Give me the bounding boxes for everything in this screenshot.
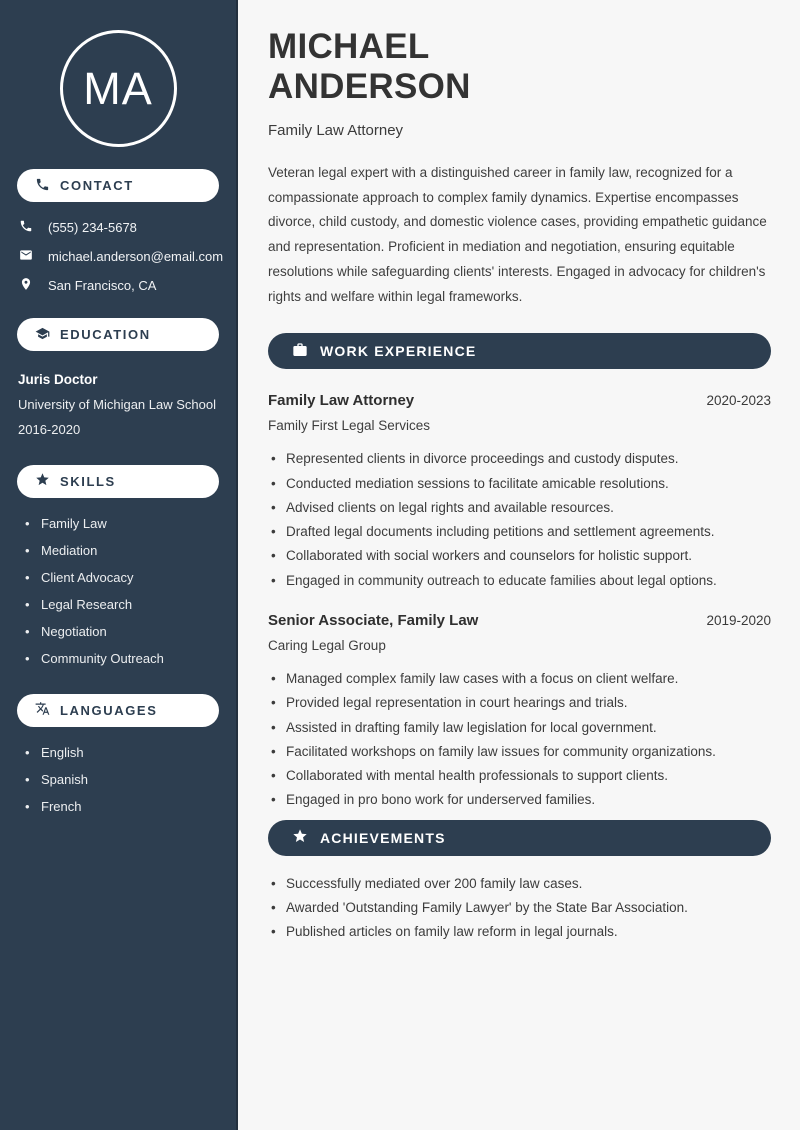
contact-list [19,219,224,294]
education-years: 2016-2020 [18,421,81,437]
education-degree: Juris Doctor [18,372,98,387]
contact-section-header [17,169,219,202]
sidebar [0,0,238,1130]
job-bullet: • Engaged in community outreach to educate families about legal options. [269,572,771,589]
skills-list [25,516,219,666]
job-bullet: • Engaged in pro bono work for underserved families. [269,791,771,808]
skills-section-header [17,465,219,498]
achievements-list [269,875,771,941]
location-pin-icon [19,277,33,294]
education-entry [18,372,219,437]
job-dates: 2019-2020 [706,613,771,628]
education-school: University of Michigan Law School [18,397,216,412]
page-title [268,27,771,107]
job-bullet: • Conducted mediation sessions to facilitate amicable resolutions. [269,475,771,492]
profile-summary: Veteran legal expert with a distinguished career in family law, recognized for a compassionate approach to complex family dynamics. Expertise encompasses divorce, child custody, and domestic violence cases, providing empathetic guidance and representation. Proficient in mediation and negotiation, ensuring equitable resolutions while safeguarding clients' interests. Engaged in advocacy for children's rights and welfare within legal frameworks. [268,165,767,304]
language-item: • French [25,799,219,814]
contact-phone-value: (555) 234-5678 [48,220,137,235]
job-company: Family First Legal Services [268,418,431,434]
job-bullet: • Managed complex family law cases with a focus on client welfare. [269,670,771,687]
job-bullet: • Facilitated workshops on family law issues for community organizations. [269,743,771,760]
avatar-initials: MA [83,62,153,114]
contact-email-row [19,248,224,265]
languages-list [25,745,219,814]
star-icon [292,828,308,847]
skills-section-title: SKILLS [60,473,116,489]
work-experience-section-title: WORK EXPERIENCE [320,343,477,360]
work-experience-section-header [268,333,771,369]
job-company: Caring Legal Group [268,638,386,653]
achievements-section-header [268,820,771,856]
headline-job-title: Family Law Attorney [268,122,404,139]
languages-section-title: LANGUAGES [60,702,158,718]
achievements-section-title: ACHIEVEMENTS [320,829,446,846]
education-section-title: EDUCATION [60,327,151,342]
job-bullet: • Collaborated with social workers and counselors for holistic support. [269,547,771,564]
main-content [238,0,800,1130]
job-bullet-list [269,670,771,809]
star-icon [35,472,50,490]
job-bullet: • Represented clients in divorce proceedings and custody disputes. [269,450,771,467]
briefcase-icon [292,342,308,361]
name-line1: MICHAEL [268,27,430,66]
email-icon [19,248,33,265]
graduation-cap-icon [35,326,50,344]
job-bullet: • Drafted legal documents including petitions and settlement agreements. [269,523,771,540]
job-header [268,612,771,629]
contact-phone-row [19,219,219,236]
job-header [268,392,771,409]
job-bullet: • Advised clients on legal rights and available resources. [269,499,771,516]
job-bullet: • Provided legal representation in court hearings and trials. [269,694,771,711]
translate-icon [35,701,50,719]
avatar [60,30,177,147]
job-dates: 2020-2023 [706,393,771,409]
education-section-header [17,318,219,351]
contact-email-value: michael.anderson@email.com [48,249,224,264]
contact-section-title: CONTACT [60,178,134,193]
job-bullet-list [269,450,771,589]
skill-item: • Client Advocacy [25,570,219,585]
skill-item: • Negotiation [25,624,219,639]
skill-item: • Mediation [25,543,219,558]
job-bullet: • Collaborated with mental health professionals to support clients. [269,767,771,784]
language-item: • English [25,745,219,760]
job-entry [268,392,771,589]
phone-icon [19,219,33,236]
skill-item: • Community Outreach [25,651,219,666]
skill-item: • Family Law [25,516,219,531]
contact-location-row [19,277,219,294]
job-title: Senior Associate, Family Law [268,612,479,629]
contact-location-value: San Francisco, CA [48,278,157,293]
skill-item: • Legal Research [25,597,219,612]
achievement-bullet: • Published articles on family law reform in legal journals. [269,923,771,940]
languages-section-header [17,694,219,727]
job-bullet: • Assisted in drafting family law legislation for local government. [269,719,771,736]
phone-icon [35,177,50,195]
job-entry [268,612,771,809]
achievement-bullet: • Successfully mediated over 200 family law cases. [269,875,771,892]
language-item: • Spanish [25,772,219,787]
name-line2: ANDERSON [268,67,471,106]
achievement-bullet: • Awarded 'Outstanding Family Lawyer' by the State Bar Association. [269,899,771,916]
job-title: Family Law Attorney [268,392,415,410]
